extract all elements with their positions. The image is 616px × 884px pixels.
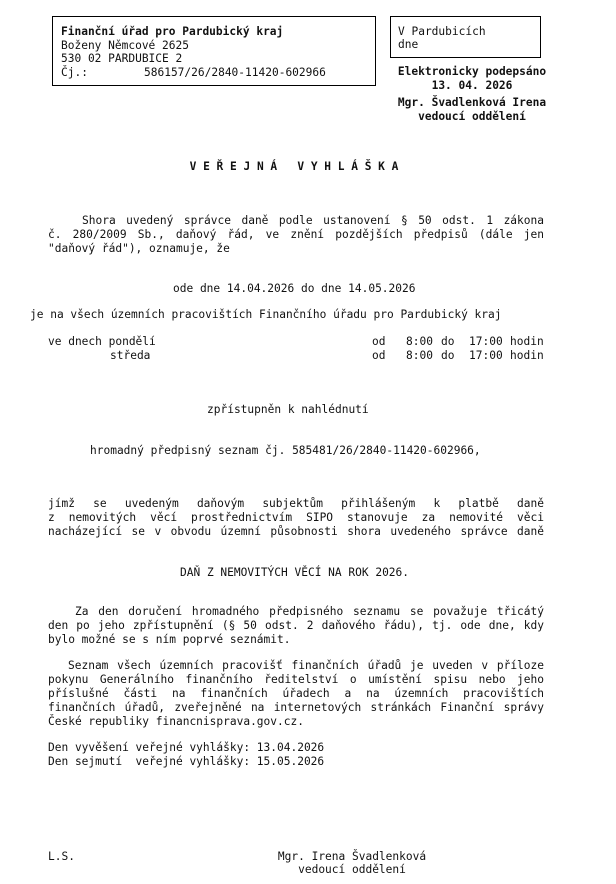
delivery-line-2: den po jeho zpřístupnění (§ 50 odst. 2 daňového řádu), tj. ode dne, kdy [48, 619, 544, 632]
signature-name: Mgr. Švadlenková Irena [397, 96, 547, 109]
list-info-line-1: Seznam všech územních pracovišť finančních úřadů je uveden v příloze [68, 659, 544, 672]
schedule-to-1: 17:00 [469, 335, 503, 348]
list-info-line-2: pokynu Generálního finančního ředitelství o umístění spisu nebo jeho [48, 673, 544, 686]
subjects-line-2: z nemovitých věcí prostřednictvím SIPO stanovuje za nemovité věci [48, 511, 544, 524]
place-text: V Pardubicích [398, 25, 486, 38]
seal-mark: L.S. [48, 850, 75, 863]
electronic-signature-label: Elektronicky podepsáno [397, 65, 547, 78]
reference-number: 586157/26/2840-11420-602966 [144, 66, 326, 79]
document-title: V E Ř E J N Á V Y H L Á Š K A [189, 160, 399, 173]
schedule-from-1: 8:00 [406, 335, 433, 348]
schedule-day-1: ve dnech pondělí [48, 335, 156, 348]
posted-date: Den vyvěšení veřejné vyhlášky: 13.04.2026 [48, 741, 325, 754]
office-name: Finanční úřad pro Pardubický kraj [61, 25, 284, 38]
schedule-from-2: 8:00 [406, 349, 433, 362]
schedule-unit-2: hodin [510, 349, 544, 362]
made-available-text: zpřístupněn k nahlédnutí [207, 403, 369, 416]
subjects-line-1: jímž se uvedeným daňovým subjektům přihlášeným k platbě daně [48, 497, 544, 510]
intro-line-2: č. 280/2009 Sb., daňový řád, ve znění pozdějších předpisů (dále jen [48, 228, 544, 241]
location-text: je na všech územních pracovištích Finančního úřadu pro Pardubický kraj [30, 308, 502, 321]
period-text: ode dne 14.04.2026 do dne 14.05.2026 [173, 282, 416, 295]
schedule-from-label-1: od [372, 335, 386, 348]
office-city: 530 02 PARDUBICE 2 [61, 52, 183, 65]
date-label: dne [398, 38, 419, 51]
schedule-day-2: středa [110, 349, 151, 362]
signature-role: vedoucí oddělení [418, 110, 526, 123]
removed-date: Den sejmutí veřejné vyhlášky: 15.05.2026 [48, 755, 325, 768]
signature-date: 13. 04. 2026 [431, 79, 513, 92]
list-reference: hromadný předpisný seznam čj. 585481/26/2840-11420-602966, [90, 444, 481, 457]
tax-title: DAŇ Z NEMOVITÝCH VĚCÍ NA ROK 2026. [180, 566, 410, 579]
schedule-from-label-2: od [372, 349, 386, 362]
schedule-to-label-2: do [441, 349, 455, 362]
list-info-line-5: České republiky financnisprava.gov.cz. [48, 715, 304, 728]
schedule-to-2: 17:00 [469, 349, 503, 362]
footer-signer-role: vedoucí oddělení [298, 863, 406, 876]
delivery-line-3: bylo možné se s ním poprvé seznámit. [48, 633, 291, 646]
intro-line-3: "daňový řád"), oznamuje, že [48, 242, 230, 255]
schedule-to-label-1: do [441, 335, 455, 348]
footer-signer-name: Mgr. Irena Švadlenková [277, 850, 427, 863]
list-info-line-4: finančních úřadů, zveřejněné na internetových stránkách Finanční správy [48, 701, 544, 714]
office-street: Boženy Němcové 2625 [61, 39, 189, 52]
reference-label: Čj.: [61, 66, 88, 79]
subjects-line-3: nacházející se v obvodu územní působnosti shora uvedeného správce daně [48, 525, 544, 538]
list-info-line-3: příslušné části na finančních úřadech a na územních pracovištích [48, 687, 544, 700]
schedule-unit-1: hodin [510, 335, 544, 348]
delivery-line-1: Za den doručení hromadného předpisného seznamu se považuje třicátý [75, 605, 544, 618]
intro-line-1: Shora uvedený správce daně podle ustanovení § 50 odst. 1 zákona [82, 214, 544, 227]
